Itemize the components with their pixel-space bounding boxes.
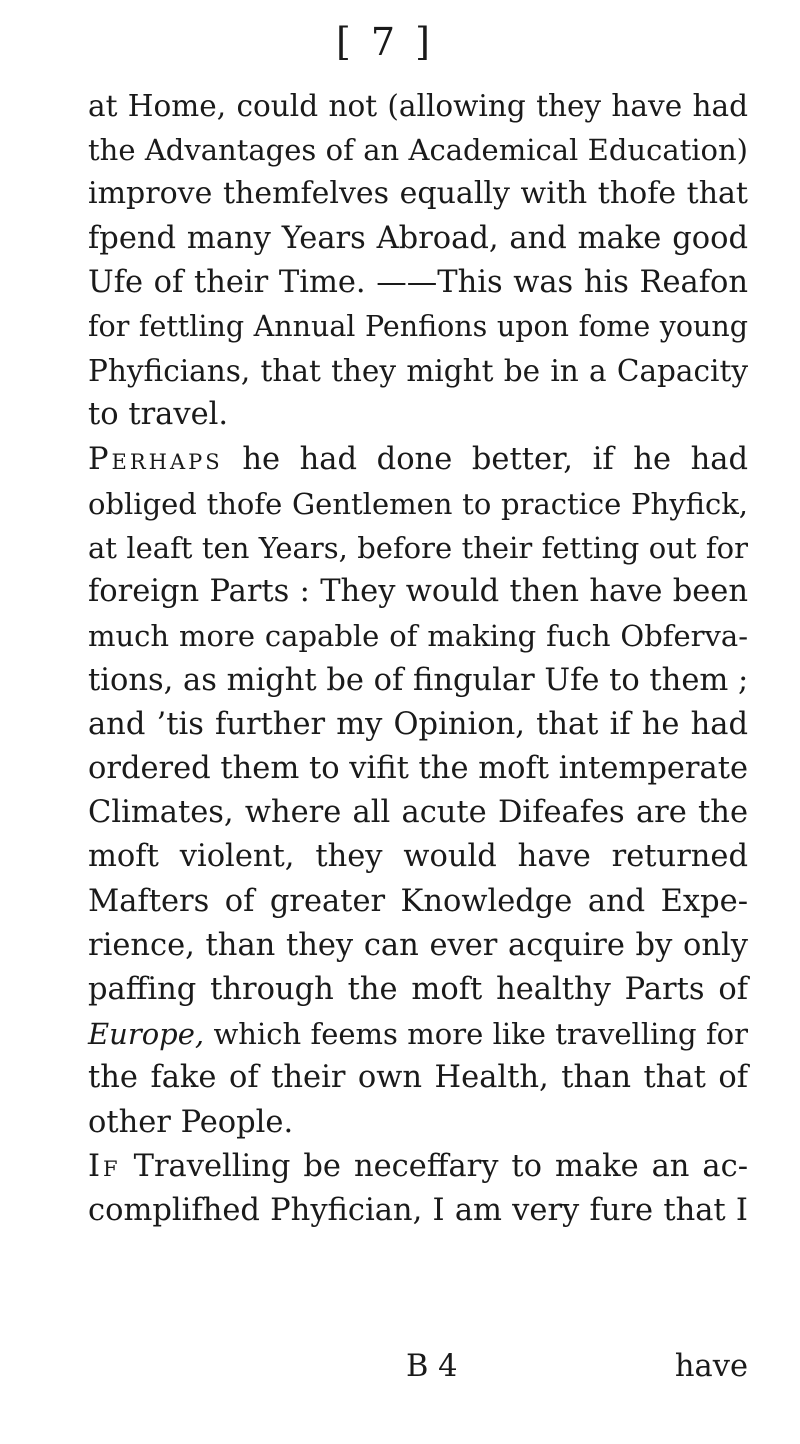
- text-line: to travel.: [88, 397, 229, 433]
- small-caps-lead: Perhaps: [88, 441, 223, 477]
- text-line: at leaft ten Years, before their fetting out for: [88, 531, 748, 566]
- text-line: complifhed Phyfician, I am very fure that I: [88, 1193, 748, 1229]
- text-line: foreign Parts : They would then have been: [88, 574, 748, 610]
- paragraph-opening-line: [88, 438, 748, 482]
- text-line: [88, 1012, 748, 1056]
- italic-place-name: Europe,: [88, 1017, 205, 1052]
- text-line: paffing through the moft healthy Parts of: [88, 972, 748, 1008]
- text-fragment: which feems more like travelling for: [204, 1017, 748, 1052]
- text-line: tions, as might be of fingular Ufe to them ;: [88, 662, 749, 698]
- small-caps-lead: If: [88, 1148, 121, 1184]
- text-line: obliged thofe Gentlemen to practice Phyfick,: [88, 486, 748, 521]
- text-line: Ufe of their Time. ——This was his Reafon: [88, 264, 748, 300]
- text-line: for fettling Annual Penfions upon fome young: [88, 310, 748, 344]
- text-line: fpend many Years Abroad, and make good: [88, 220, 748, 256]
- text-line: and ’tis further my Opinion, that if he had: [88, 706, 748, 742]
- text-line: rience, than they can ever acquire by only: [88, 927, 748, 963]
- text-line: other People.: [88, 1104, 294, 1140]
- signature-mark: B 4: [406, 1349, 458, 1384]
- text-fragment: he had done better, if he had: [222, 441, 748, 477]
- body-text: [88, 84, 748, 1233]
- text-line: ordered them to vifit the moft intemperate: [88, 751, 748, 787]
- catchword: have: [674, 1349, 748, 1384]
- text-line: Mafters of greater Knowledge and Expe-: [88, 883, 748, 919]
- text-line: improve themfelves equally with thofe that: [88, 176, 748, 212]
- text-line: moft violent, they would have returned: [88, 839, 748, 875]
- text-line: Phyficians, that they might be in a Capacity: [88, 354, 748, 389]
- text-line: the fake of their own Health, than that of: [88, 1060, 748, 1096]
- text-line: much more capable of making fuch Obferva-: [88, 619, 748, 654]
- paragraph-opening-line: [88, 1145, 748, 1189]
- page-footer: [88, 1345, 748, 1389]
- text-fragment: Travelling be neceffary to make an ac-: [120, 1148, 748, 1184]
- text-line: the Advantages of an Academical Education): [88, 133, 748, 168]
- page-number: [ 7 ]: [336, 20, 434, 64]
- text-line: Climates, where all acute Difeafes are the: [88, 795, 748, 831]
- text-line: at Home, could not (allowing they have had: [88, 89, 748, 123]
